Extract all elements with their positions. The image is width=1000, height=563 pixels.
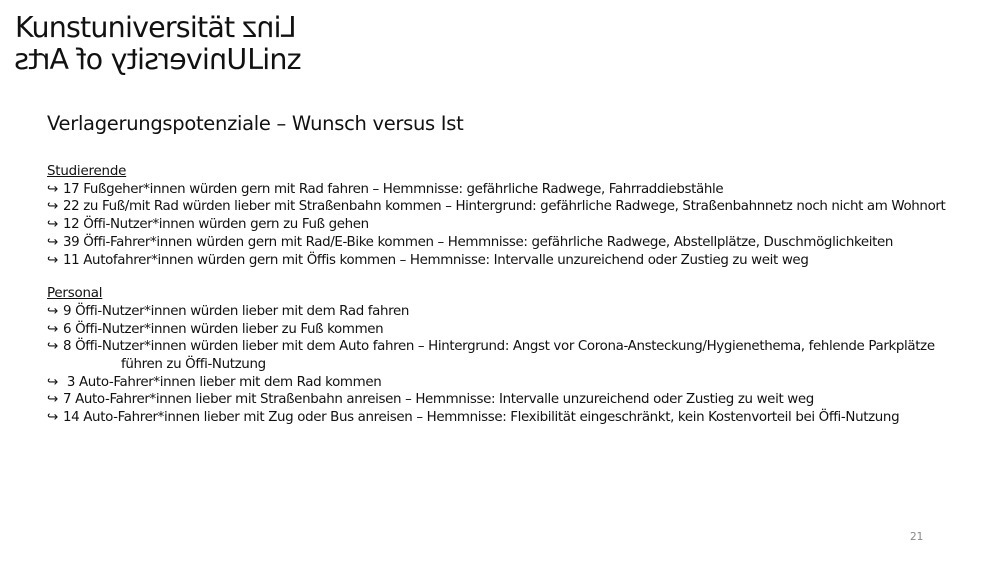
list-item (47, 338, 987, 373)
list-item (47, 252, 987, 270)
curved-arrow-icon: ↪ (47, 181, 58, 197)
curved-arrow-icon: ↪ (47, 392, 58, 408)
university-logo (15, 12, 301, 76)
section-studierende (47, 163, 987, 269)
list-item (47, 198, 987, 216)
curved-arrow-icon: ↪ (47, 234, 58, 250)
logo-word-linz-mirrored: Linz (242, 11, 297, 44)
slide-content (47, 163, 987, 443)
list-item (47, 216, 987, 234)
list-item-text: 9 Öffi-Nutzer*innen würden lieber mit dem Rad fahren (63, 303, 409, 319)
list-item (47, 391, 987, 409)
list-item (47, 234, 987, 252)
list-item-text: 11 Autofahrer*innen würden gern mit Öffis kommen – Hemmnisse: Intervalle unzureichend oder Zustieg zu weit weg (63, 252, 809, 268)
logo-line-1 (15, 12, 301, 44)
section-personal (47, 285, 987, 427)
logo-word-kunstuniversitaet: Kunstuniversität (15, 11, 235, 44)
list-item-text: 22 zu Fuß/mit Rad würden lieber mit Straßenbahn kommen – Hintergrund: gefährliche Radwege, Straßenbahnnetz noch nicht am Wohnort (63, 199, 946, 215)
slide-title: Verlagerungspotenziale – Wunsch versus Ist (47, 112, 464, 135)
list-item (47, 181, 987, 199)
list-item-text: 3 Auto-Fahrer*innen lieber mit dem Rad kommen (63, 374, 382, 390)
section-heading: Studierende (47, 164, 127, 179)
logo-line-2 (15, 44, 301, 76)
curved-arrow-icon: ↪ (47, 217, 58, 233)
list-item (47, 374, 987, 392)
curved-arrow-icon: ↪ (47, 410, 58, 426)
curved-arrow-icon: ↪ (47, 321, 58, 337)
list-item (47, 321, 987, 339)
list-item-continuation: führen zu Öffi-Nutzung (121, 357, 266, 373)
curved-arrow-icon: ↪ (47, 252, 58, 268)
logo-word-linz: Linz (247, 43, 301, 76)
list-item-text: 6 Öffi-Nutzer*innen würden lieber zu Fuß kommen (63, 321, 384, 337)
list-item-text: 17 Fußgeher*innen würden gern mit Rad fahren – Hemmnisse: gefährliche Radwege, Fahrraddiebstähle (63, 181, 724, 197)
list-item-text: 12 Öffi-Nutzer*innen würden gern zu Fuß gehen (63, 217, 369, 233)
curved-arrow-icon: ↪ (47, 339, 58, 355)
list-item-text: 14 Auto-Fahrer*innen lieber mit Zug oder Bus anreisen – Hemmnisse: Flexibilität eingeschränkt, kein Kostenvorteil bei Öffi-Nutzung (63, 410, 900, 426)
curved-arrow-icon: ↪ (47, 303, 58, 319)
page-number: 21 (910, 531, 924, 543)
list-item (47, 303, 987, 321)
curved-arrow-icon: ↪ (47, 374, 58, 390)
curved-arrow-icon: ↪ (47, 199, 58, 215)
list-item-text: 7 Auto-Fahrer*innen lieber mit Straßenbahn anreisen – Hemmnisse: Intervalle unzureichend oder Zustieg zu weit weg (63, 392, 814, 408)
list-item-text: 8 Öffi-Nutzer*innen würden lieber mit dem Auto fahren – Hintergrund: Angst vor Corona-Ansteckung/Hygienethema, fehlende Parkplätze (63, 339, 935, 355)
section-heading: Personal (47, 286, 103, 302)
list-item (47, 409, 987, 427)
logo-word-university-of-arts-mirrored: University of Arts (15, 43, 248, 76)
list-item-text: 39 Öffi-Fahrer*innen würden gern mit Rad/E-Bike kommen – Hemmnisse: gefährliche Radwege, Abstellplätze, Duschmöglichkeiten (63, 234, 894, 250)
